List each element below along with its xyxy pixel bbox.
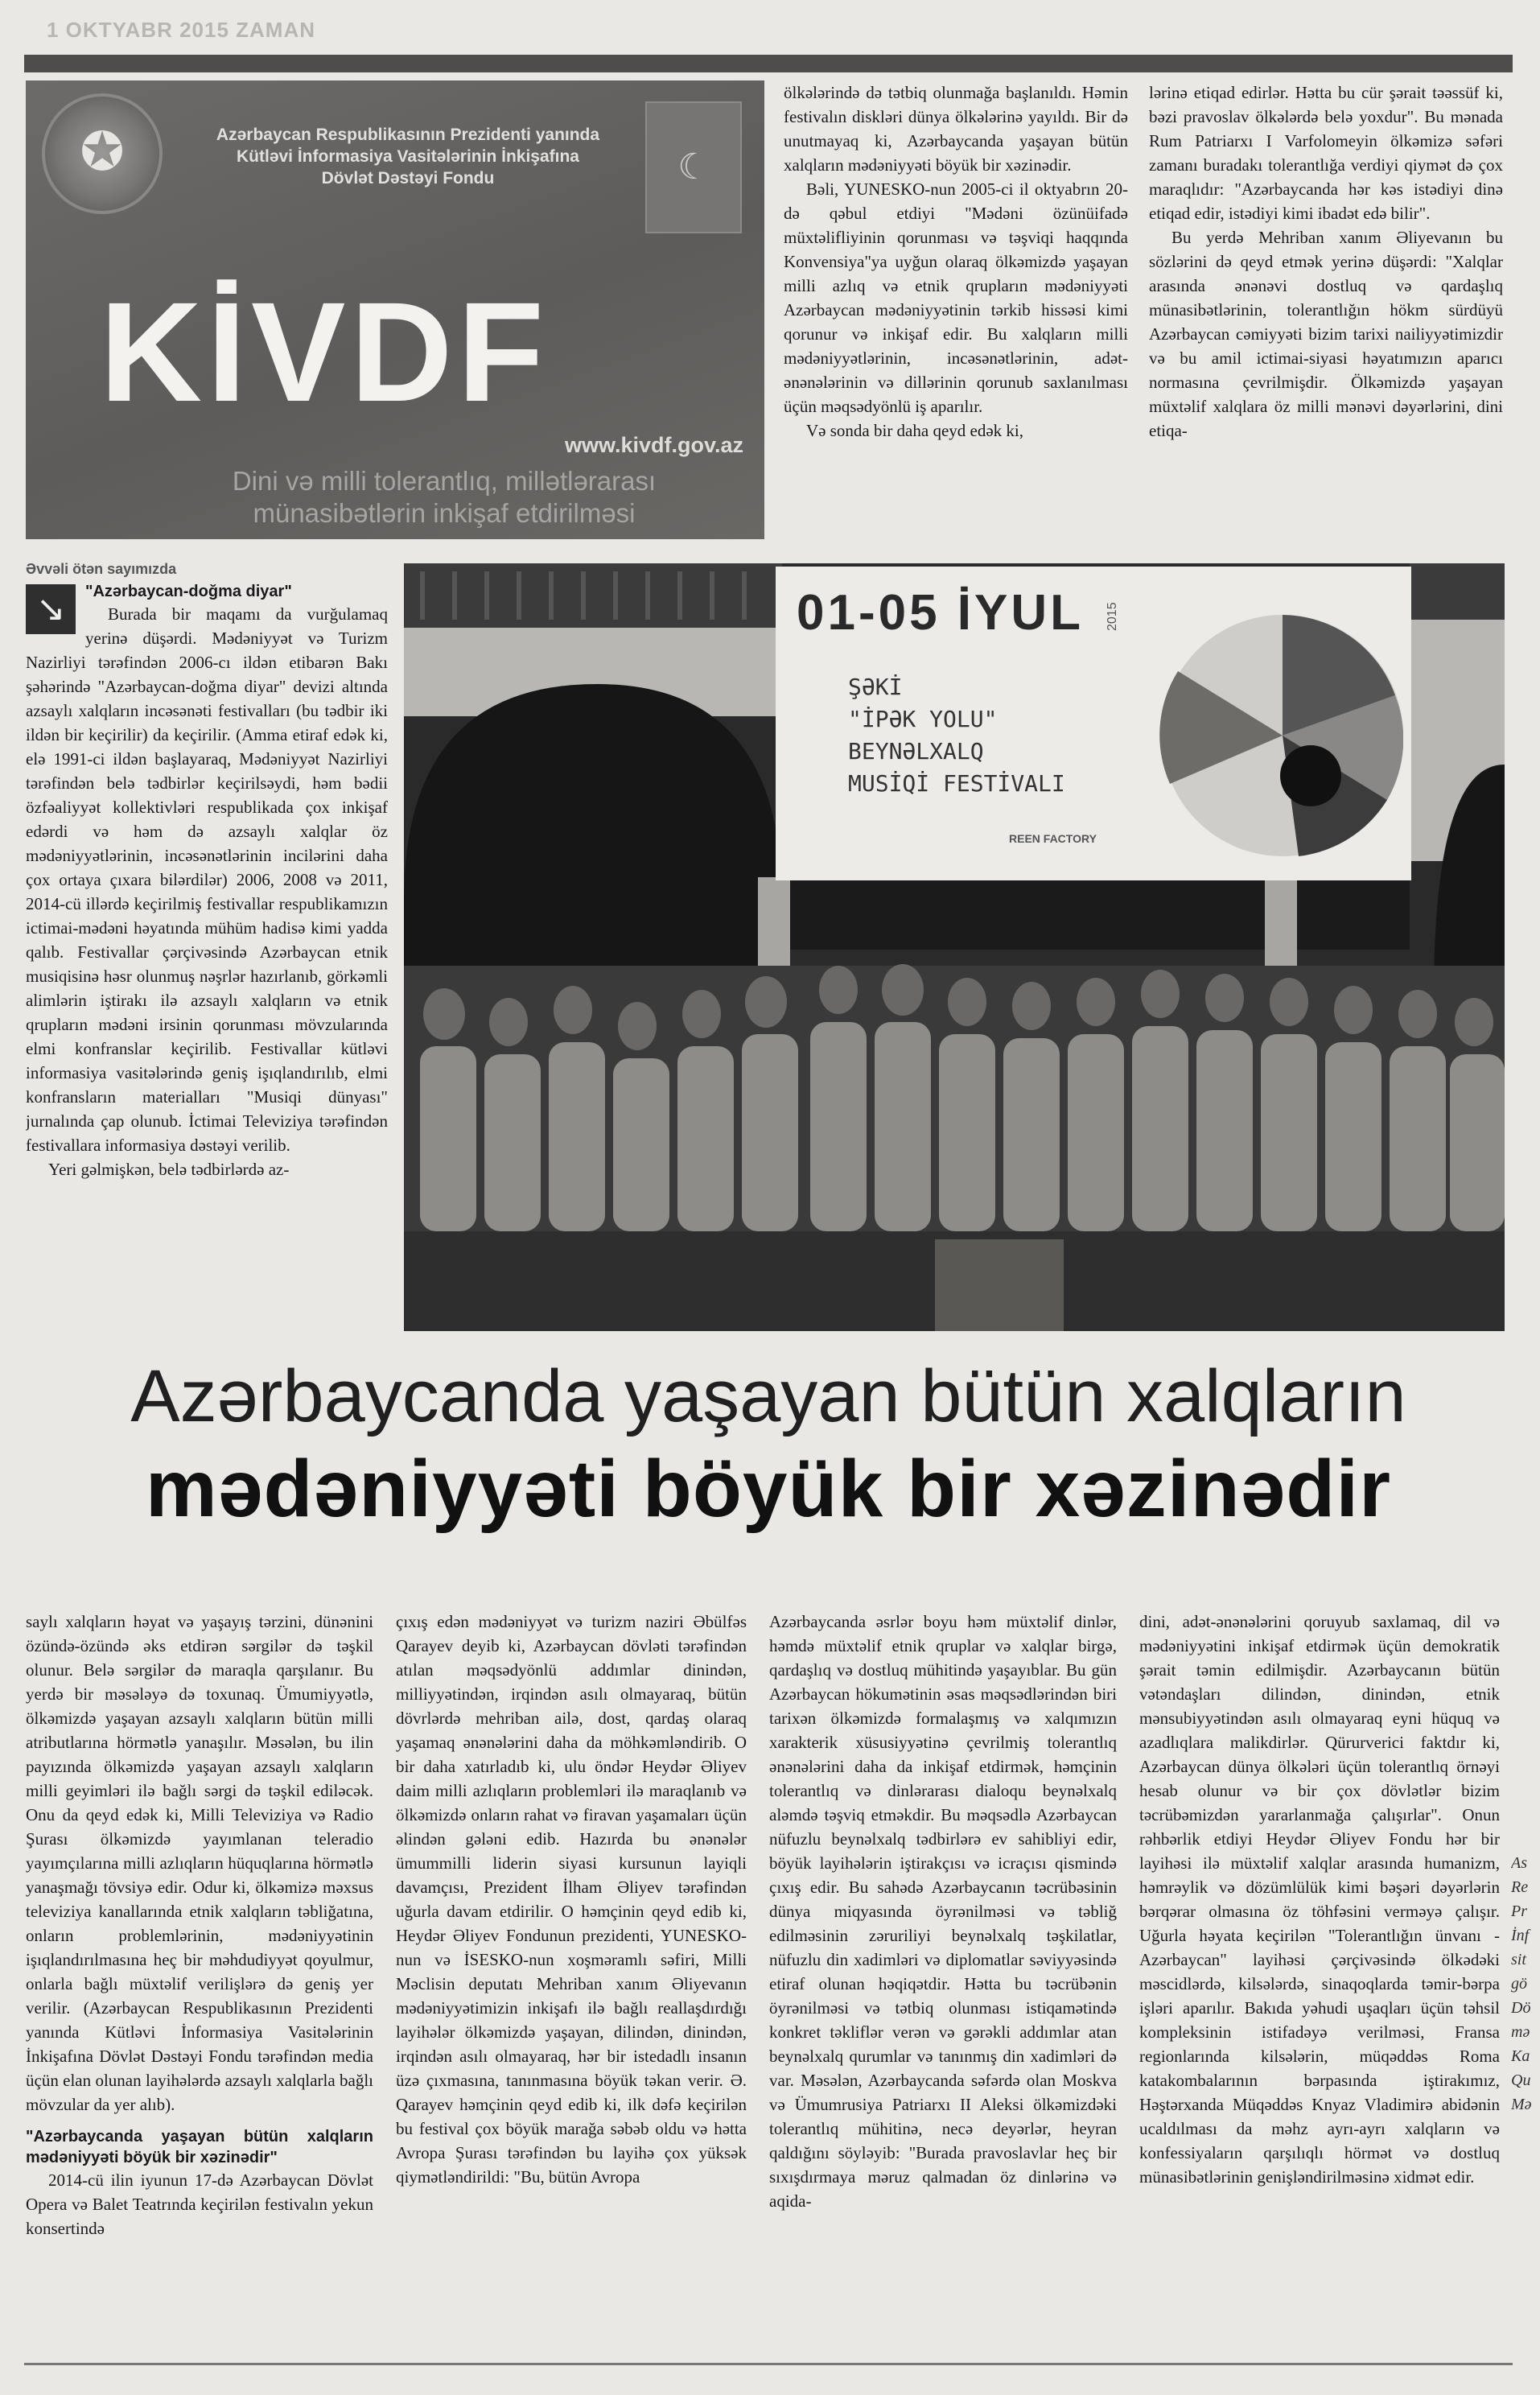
fragment-line: Mə	[1511, 2096, 1532, 2113]
sponsor-logo: REEN FACTORY	[1009, 832, 1097, 845]
subheading: "Azərbaycanda yaşayan bütün xalqların mədəniyyəti böyük bir xəzinədir"	[26, 2128, 373, 2166]
continued-label: Əvvəli ötən sayımızda	[26, 561, 177, 577]
paragraph: Yeri gəlmişkən, belə tədbirlərdə az-	[48, 1160, 290, 1179]
article-column-top-2	[1149, 80, 1503, 547]
fragment-line: gö	[1511, 1975, 1527, 1993]
paragraph: Bəli, YUNESKO-nun 2005-ci il oktyabrın 20-də qəbul etdiyi "Mədəni özünüifadə müxtəlifliyinin qorunması və təşviqi haqqında Konvensiya"ya uyğun olaraq ölkəmizdə yaşayan milli azlıq və etnik qrupların mədəniyyəti Azərbaycan mədəniyyətinin tərkib hissəsi kimi qorunur və inkişaf edir. Bu xalqların milli mədəniyyətlərinin, incəsənətlərinin, adət-ənənələrinin və dillərinin qorunub saxlanılması üçün məqsədyönlü iş aparılır.	[784, 179, 1128, 416]
paragraph: çıxış edən mədəniyyət və turizm naziri Əbülfəs Qarayev deyib ki, Azərbaycan dövləti tərəfindən atılan məqsədyönlü addımlar dinindən, milliyyətindən, irqindən asılı olmayaraq, bütün dövrlərdə mehriban ailə, dost, qardaş olaraq yaşamaq ənənələrini daha da möhkəmləndirib. O bir daha xatırladıb ki, ulu öndər Heydər Əliyev daim milli azlıqların problemləri ilə maraqlanıb və ölkəmizdə onların rahat və firavan yaşamaları üçün əlindən gələni edib. Hazırda bu ənənələr ümummilli liderin siyasi kursunun layiqli davamçısı, Prezident İlham Əliyev tərəfindən uğurla davam etdirilir. O həmçinin qeyd edib ki, Heydər Əliyev Fondunun prezidenti, YUNESKO-nun və İSESKO-nun xoşməramlı səfiri, Milli Məclisin deputatı Mehriban xanım Əliyevanın mədəniyyətimizin inkişafı ilə bağlı reallaşdırdığı layihələr ölkəmizdə yaşayan, dilindən, dinindən, irqindən asılı olmayaraq, hər bir istedadlı insanın üzə çıxmasına, tanınmasına böyük təkan verir. Ə. Qarayev həmçinin qeyd edib ki, ilk dəfə keçirilən bu festival çox böyük marağa səbəb oldu və hətta Avropa Şurası tərəfindən bu layihə çox yüksək qiymətləndirildi: "Bu, bütün Avropa	[396, 1612, 747, 2187]
festival-title-line: "İPƏK YOLU"	[848, 706, 998, 732]
festival-graphic	[1122, 575, 1403, 872]
festival-title-line: BEYNƏLXALQ	[848, 738, 984, 765]
festival-title-line: MUSİQİ FESTİVALI	[848, 770, 1065, 797]
top-rule	[24, 55, 1513, 72]
article-column-bottom-3	[769, 1610, 1117, 2358]
fragment-line: Pr	[1511, 1902, 1527, 1920]
fragment-line: Qu	[1511, 2071, 1531, 2089]
article-column-left	[26, 557, 388, 1329]
arrow-down-right-icon: ↘	[26, 584, 76, 634]
fragment-line: Re	[1511, 1878, 1529, 1896]
azerbaijan-flag-icon: ☾	[645, 101, 742, 233]
kivdf-logo: KİVDF	[100, 274, 549, 431]
kivdf-banner	[26, 80, 764, 539]
paragraph: 2014-cü ilin iyunun 17-də Azərbaycan Dövlət Opera və Balet Teatrında keçirilən festivalın yekun konsertində	[26, 2170, 373, 2238]
festival-title-line: ŞƏKİ	[848, 674, 903, 700]
paragraph: Bu yerdə Mehriban xanım Əliyevanın bu sözlərini də qeyd etmək yerinə düşərdi: "Xalqlar arasında ənənəvi dostluq və qardaşlıq münasibətlərinin, tolerantlığın hökm sürdüyü Azərbaycan cəmiyyəti bizim tarixi nailiyyətimizdir və bu amil ictimai-siyasi həyatımızın aparıcı normasına çevrilmişdir. Ölkəmizdə yaşayan müxtəlif xalqlara öz milli mənəvi dəyərlərini, dini etiqa-	[1149, 228, 1503, 440]
article-column-bottom-4	[1139, 1610, 1500, 2358]
fragment-line: Ka	[1511, 2047, 1530, 2065]
festival-year: 2015	[1106, 602, 1119, 631]
fragment-line: Dö	[1511, 1999, 1531, 2017]
fragment-line: İnf	[1511, 1927, 1530, 1944]
paragraph: saylı xalqların həyat və yaşayış tərzini, dünənini özündə-özündə əks etdirən sərgilər də təşkil olunur. Belə sərgilər də maraqla qarşılanır. Bu yerdə bir məsələyə də toxunaq. Ümumiyyətlə, ölkəmizdə yaşayan azsaylı xalqların bütün milli atributlarına hörmətlə yanaşılır. Məsələn, bu ilin payızında ölkəmizdə yaşayan azsaylı xalqların milli geyimləri ilə bağlı sərgi də təşkil ediləcək. Onu da qeyd edək ki, Milli Televiziya və Radio Şurası ölkəmizdə yayımlanan teleradio yayımçılarına milli azlıqların hüquqlarına hörmətlə yanaşmağı tövsiyə edir. Odur ki, ölkəmizə məxsus televiziya kanallarında etnik xalqların təbliğatına, onların problemlərinin, mədəniyyətinin işıqlandırılmasına heç bir məhdudiyyət qoyulmur, onlarla bağlı müxtəlif verilişlərə də geniş yer verilir. (Azərbaycan Respublikasının Prezidenti yanında Kütləvi İnformasiya Vasitələrinin İnkişafına Dövlət Dəstəyi Fondu tərəfindən media üçün elan olunan layihələrdə azsaylı xalqlarla bağlı mövzular da yer alıb).	[26, 1612, 373, 2114]
article-headline	[24, 1352, 1513, 1537]
fund-name-line: Kütləvi İnformasiya Vasitələrinin İnkişafına	[237, 147, 579, 166]
fragment-line: sit	[1511, 1951, 1526, 1968]
paragraph: Azərbaycanda əsrlər boyu həm müxtəlif dinlər, həmdə müxtəlif etnik qruplar və xalqlar birgə, qardaşlıq və dostluq mühitində yaşayıblar. Bu gün Azərbaycan hökumətinin əsas məqsədlərindən biri tarixən ölkəmizdə formalaşmış və xalqımızın xarakterik xüsusiyyətinə çevrilmiş tolerantlıq ənənələrini daha da inkişaf etdirmək, həmçinin tolerantlıq və dinlərarası dialoqu beynəlxalq aləmdə təşviq etməkdir. Bu məqsədlə Azərbaycan nüfuzlu beynəlxalq tədbirlərə ev sahibliyi edir, böyük layihələrin iştirakçısı və icraçısı qismində çıxış edir. Bu sahədə Azərbaycanın təcrübəsinin dünya miqyasında öyrənilməsi və təbliğ edilməsinin zəruriliyi beynəlxalq təşkilatlar, nüfuzlu din xadimləri və diplomatlar səviyyəsində etiraf olunan həqiqətdir. Hətta bu təcrübənin öyrənilməsi və tətbiq olunması istiqamətində konkret təkliflər verən və gərəkli addımlar atan beynəlxalq qurumlar və tanınmış din xadimləri də var. Məsələn, Azərbaycanda səfərdə olan Moskva və Ümumrusiya Patriarxı II Aleksi ölkəmizdəki tolerantlıq mühitinə, necə deyərlər, heyran qaldığını söyləyib: "Burada pravoslavlar heç bir sıxışdırmaya məruz qalmadan öz dinlərinə və aqida-	[769, 1612, 1117, 2211]
festival-banner	[776, 567, 1411, 880]
bottom-rule	[24, 2363, 1513, 2365]
subheading: "Azərbaycan-doğma diyar"	[85, 583, 292, 600]
festival-title	[848, 671, 1065, 800]
paragraph: lərinə etiqad edirlər. Hətta bu cür şərait təəssüf ki, bəzi pravoslav ölkələrdə belə yoxdur". Bu mənada Rum Patriarxı I Varfolomeyin ölkəmizə səfəri zamanı buradakı tolerantlığa verdiyi qiymət də çox maraqlıdır: "Azərbaycanda hər kəs istədiyi dinə etiqad edir, istədiyi kimi ibadət edə bilir".	[1149, 83, 1503, 223]
festival-date: 01-05 İYUL	[797, 585, 1085, 641]
article-column-bottom-1	[26, 1610, 373, 2358]
article-column-bottom-2	[396, 1610, 747, 2358]
paragraph: ölkələrində də tətbiq olunmağa başlanıldı. Həmin festivalın diskləri dünya ölkələrinə yayıldı. Bir də unutmayaq ki, Azərbaycanda yaşayan bütün xalqların mədəniyyəti böyük bir xəzinədir.	[784, 83, 1128, 175]
state-emblem-icon: ✪	[42, 93, 163, 214]
issue-date: 1 OKTYABR 2015 ZAMAN	[47, 18, 316, 42]
article-column-top-1	[784, 80, 1128, 547]
headline-line-2: mədəniyyəti böyük bir xəzinədir	[145, 1444, 1392, 1534]
website-url: www.kivdf.gov.az	[564, 433, 743, 457]
fragment-line: mə	[1511, 2023, 1530, 2041]
festival-photo	[404, 563, 1505, 1331]
fund-name	[171, 124, 645, 189]
paragraph: Burada bir maqamı da vurğulamaq yerinə düşərdi. Mədəniyyət və Turizm Nazirliyi tərəfindən 2006-cı ildən etibarən Bakı şəhərində "Azərbaycan-doğma diyar" devizi altında azsaylı xalqların incəsənəti festivalları (bu tədbir iki ildən bir keçirilir) da keçirilir. (Amma etiraf edək ki, elə 1991-ci ildən başlayaraq, Mədəniyyət Nazirliyi tərəfindən belə tədbirlər keçirilsəydi, həm bədii özfəaliyyət kollektivləri respublikada çox inkişaf edərdi və həm də azsaylı xalqlar öz mədəniyyətlərinin, incəsənətlərinin incilərini daha çox ortaya çıxara bilərdilər) 2006, 2008 və 2011, 2014-cü illərdə keçirilmiş festivallar respublikamızın ictimai-mədəni həyatında mühüm hadisə kimi yadda qalıb. Festivallar çərçivəsində Azərbaycan etnik musiqisinə həsr olunmuş nəşrlər hazırlanıb, görkəmli alimlərin iştirakı ilə azsaylı xalqların və etnik qrupların mədəni irsinin qorunması mövzularında elmi konfranslar keçirilib. Festivallar kütləvi informasiya vasitələrində geniş işıqlandırılıb, elmi konfransların materialları "Musiqi dünyası" jurnalında çap olunub. İctimai Televiziya tərəfindən festivallara informasiya dəstəyi verilib.	[26, 604, 388, 1155]
banner-slogan	[146, 465, 742, 530]
slogan-line: Dini və milli tolerantlıq, millətlərarası	[232, 466, 657, 496]
fund-name-line: Dövlət Dəstəyi Fondu	[321, 169, 495, 188]
paragraph: dini, adət-ənənələrini qoruyub saxlamaq, dil və mədəniyyətini inkişaf etdirmək üçün demokratik şərait təmin edilmişdir. Azərbaycanın bütün vətəndaşları dilindən, dinindən, etnik mənsubiyyətindən asılı olmayaraq eyni hüquq və azadlıqlara malikdirlər. Qürurverici faktdır ki, Azərbaycan dünya ölkələri üçün tolerantlıq örnəyi hesab olunur və bir çox dövlətlər bizim təcrübəmizdən yararlanmağa çalışırlar". Onun rəhbərlik etdiyi Heydər Əliyev Fondu hər bir layihəsi ilə müxtəlif xalqlar arasında humanizm, həmrəylik və dözümlülük kimi bəşəri dəyərlərin bərqərar olmasına öz töhfəsini verməyə çalışır. Uğurla həyata keçirilən "Tolerantlığın ünvanı - Azərbaycan" layihəsi çərçivəsində ölkədəki məscidlərdə, kilsələrdə, sinaqoqlarda təmir-bərpa işləri aparılır. Bakıda yəhudi uşaqları üçün təhsil kompleksinin istifadəyə verilməsi, Fransa regionlarında kilsələrin, müqəddəs Roma katakombalarının bərpasında iştirakımız, Həştərxanda Müqəddəs Knyaz Vladimirə abidənin ucaldılması da məhz ayrı-ayrı xalqların və konfessiyaların qarşılıqlı hörmət və dostluq münasibətlərinin genişləndirilməsinə xidmət edir.	[1139, 1612, 1500, 2187]
slogan-line: münasibətlərin inkişaf etdirilməsi	[253, 498, 636, 528]
fragment-line: As	[1511, 1854, 1527, 1872]
fund-name-line: Azərbaycan Respublikasının Prezidenti yanında	[216, 126, 600, 144]
headline-line-1: Azərbaycanda yaşayan bütün xalqların	[130, 1355, 1406, 1437]
adjacent-page-fragment	[1511, 1851, 1540, 2117]
paragraph: Və sonda bir daha qeyd edək ki,	[806, 421, 1023, 440]
